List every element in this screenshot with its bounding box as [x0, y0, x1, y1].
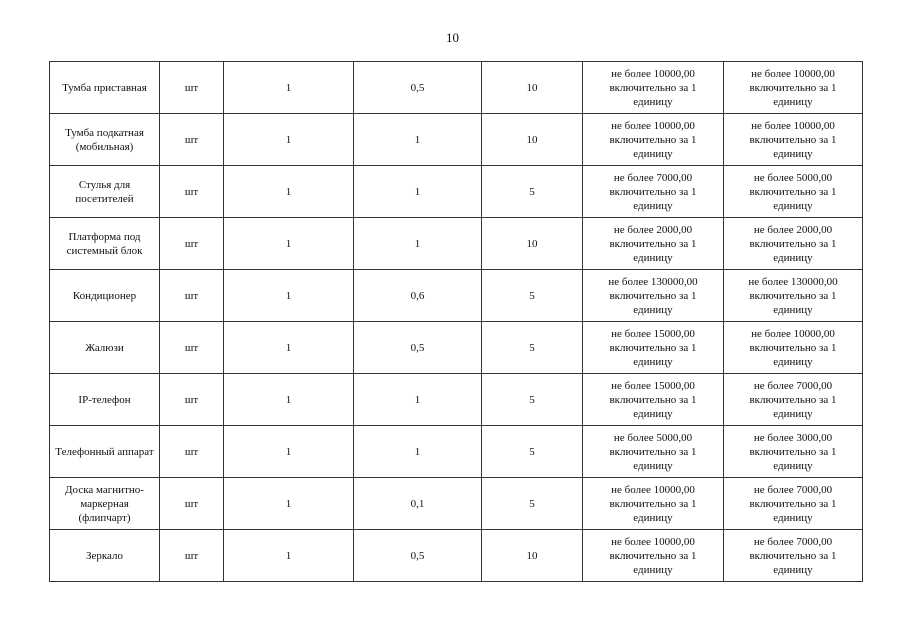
price-limit-cell [583, 426, 724, 478]
quantity-cell: 1 [224, 374, 354, 426]
term-cell: 10 [482, 530, 583, 582]
price-line: единицу [633, 511, 673, 524]
price-limit-alt-cell [724, 322, 863, 374]
price-line: включительно за 1 [609, 549, 697, 562]
price-limit-alt-cell [724, 114, 863, 166]
item-name-cell: Телефонный аппарат [50, 426, 160, 478]
item-name-cell: Доска магнитно-маркерная (флипчарт) [50, 478, 160, 530]
price-line: не более 5000,00 [613, 431, 693, 444]
price-limit-cell [583, 374, 724, 426]
unit-cell: шт [160, 530, 224, 582]
quantity-cell: 1 [224, 322, 354, 374]
price-line: включительно за 1 [609, 185, 697, 198]
price-line: включительно за 1 [609, 393, 697, 406]
price-line: не более 3000,00 [753, 431, 833, 444]
price-limit-alt-cell [724, 166, 863, 218]
price-line: включительно за 1 [609, 237, 697, 250]
item-name-cell: Жалюзи [50, 322, 160, 374]
unit-cell: шт [160, 166, 224, 218]
price-line: не более 7000,00 [613, 171, 693, 184]
price-line: не более 10000,00 [751, 119, 835, 132]
price-line: включительно за 1 [749, 393, 837, 406]
price-limit-alt-cell [724, 374, 863, 426]
quantity-cell: 1 [224, 426, 354, 478]
coefficient-cell: 1 [354, 426, 482, 478]
quantity-cell: 1 [224, 478, 354, 530]
item-name-cell: Тумба приставная [50, 62, 160, 114]
price-line: единицу [773, 251, 813, 264]
quantity-cell: 1 [224, 114, 354, 166]
table-body [50, 62, 863, 582]
price-line: не более 10000,00 [611, 483, 695, 496]
table-row [50, 218, 863, 270]
price-line: не более 10000,00 [611, 119, 695, 132]
term-cell: 5 [482, 374, 583, 426]
price-line: включительно за 1 [609, 133, 697, 146]
term-cell: 5 [482, 426, 583, 478]
price-line: единицу [633, 251, 673, 264]
price-line: единицу [773, 563, 813, 576]
table-row [50, 322, 863, 374]
price-limit-alt-cell [724, 62, 863, 114]
price-line: включительно за 1 [749, 81, 837, 94]
price-line: единицу [773, 459, 813, 472]
price-limit-cell [583, 478, 724, 530]
quantity-cell: 1 [224, 166, 354, 218]
term-cell: 10 [482, 62, 583, 114]
price-limit-alt-cell [724, 478, 863, 530]
coefficient-cell: 1 [354, 374, 482, 426]
price-limit-cell [583, 62, 724, 114]
coefficient-cell: 0,5 [354, 530, 482, 582]
table-row [50, 114, 863, 166]
price-line: не более 15000,00 [611, 379, 695, 392]
coefficient-cell: 1 [354, 114, 482, 166]
price-line: не более 7000,00 [753, 379, 833, 392]
price-line: не более 7000,00 [753, 535, 833, 548]
price-line: включительно за 1 [749, 549, 837, 562]
table-row [50, 166, 863, 218]
price-line: не более 2000,00 [613, 223, 693, 236]
price-line: единицу [773, 199, 813, 212]
item-name-cell: Зеркало [50, 530, 160, 582]
unit-cell: шт [160, 478, 224, 530]
price-line: включительно за 1 [749, 341, 837, 354]
price-limit-alt-cell [724, 270, 863, 322]
price-line: включительно за 1 [609, 445, 697, 458]
price-line: не более 10000,00 [611, 67, 695, 80]
price-line: единицу [773, 355, 813, 368]
price-line: единицу [633, 95, 673, 108]
price-line: единицу [633, 147, 673, 160]
quantity-cell: 1 [224, 270, 354, 322]
price-line: включительно за 1 [749, 289, 837, 302]
coefficient-cell: 0,5 [354, 62, 482, 114]
price-limit-alt-cell [724, 530, 863, 582]
price-limit-cell [583, 322, 724, 374]
price-line: включительно за 1 [749, 497, 837, 510]
price-limit-cell [583, 166, 724, 218]
price-line: не более 5000,00 [753, 171, 833, 184]
coefficient-cell: 1 [354, 218, 482, 270]
unit-cell: шт [160, 270, 224, 322]
quantity-cell: 1 [224, 62, 354, 114]
price-line: единицу [633, 199, 673, 212]
price-line: единицу [773, 147, 813, 160]
price-line: включительно за 1 [749, 185, 837, 198]
item-name-cell: Кондиционер [50, 270, 160, 322]
unit-cell: шт [160, 322, 224, 374]
requirements-table [49, 61, 863, 582]
price-limit-alt-cell [724, 218, 863, 270]
price-line: единицу [773, 95, 813, 108]
quantity-cell: 1 [224, 218, 354, 270]
term-cell: 10 [482, 218, 583, 270]
table-row [50, 374, 863, 426]
table-row [50, 530, 863, 582]
price-limit-cell [583, 114, 724, 166]
item-name-cell: Стулья для посетителей [50, 166, 160, 218]
price-limit-cell [583, 530, 724, 582]
term-cell: 5 [482, 166, 583, 218]
term-cell: 5 [482, 478, 583, 530]
price-line: включительно за 1 [749, 237, 837, 250]
price-line: не более 2000,00 [753, 223, 833, 236]
price-line: включительно за 1 [749, 133, 837, 146]
unit-cell: шт [160, 374, 224, 426]
unit-cell: шт [160, 218, 224, 270]
price-limit-cell [583, 218, 724, 270]
item-name-cell: Тумба подкатная (мобильная) [50, 114, 160, 166]
price-line: единицу [633, 303, 673, 316]
coefficient-cell: 0,1 [354, 478, 482, 530]
term-cell: 5 [482, 322, 583, 374]
price-line: включительно за 1 [609, 341, 697, 354]
price-line: включительно за 1 [749, 445, 837, 458]
price-line: единицу [773, 511, 813, 524]
price-line: единицу [633, 407, 673, 420]
price-line: не более 130000,00 [748, 275, 838, 288]
item-name-cell: Платформа под системный блок [50, 218, 160, 270]
price-limit-cell [583, 270, 724, 322]
price-line: не более 7000,00 [753, 483, 833, 496]
coefficient-cell: 0,5 [354, 322, 482, 374]
item-name-cell: IP-телефон [50, 374, 160, 426]
price-line: включительно за 1 [609, 497, 697, 510]
price-limit-alt-cell [724, 426, 863, 478]
table-row [50, 426, 863, 478]
price-line: включительно за 1 [609, 289, 697, 302]
price-line: не более 15000,00 [611, 327, 695, 340]
quantity-cell: 1 [224, 530, 354, 582]
unit-cell: шт [160, 426, 224, 478]
unit-cell: шт [160, 62, 224, 114]
table-row [50, 270, 863, 322]
page-number: 10 [446, 30, 459, 45]
price-line: не более 10000,00 [611, 535, 695, 548]
unit-cell: шт [160, 114, 224, 166]
price-line: единицу [773, 407, 813, 420]
term-cell: 5 [482, 270, 583, 322]
price-line: не более 10000,00 [751, 67, 835, 80]
table-row [50, 478, 863, 530]
table-row [50, 62, 863, 114]
coefficient-cell: 1 [354, 166, 482, 218]
price-line: единицу [633, 355, 673, 368]
price-line: не более 10000,00 [751, 327, 835, 340]
price-line: единицу [773, 303, 813, 316]
price-line: единицу [633, 459, 673, 472]
price-line: единицу [633, 563, 673, 576]
price-line: включительно за 1 [609, 81, 697, 94]
price-line: не более 130000,00 [608, 275, 698, 288]
coefficient-cell: 0,6 [354, 270, 482, 322]
term-cell: 10 [482, 114, 583, 166]
